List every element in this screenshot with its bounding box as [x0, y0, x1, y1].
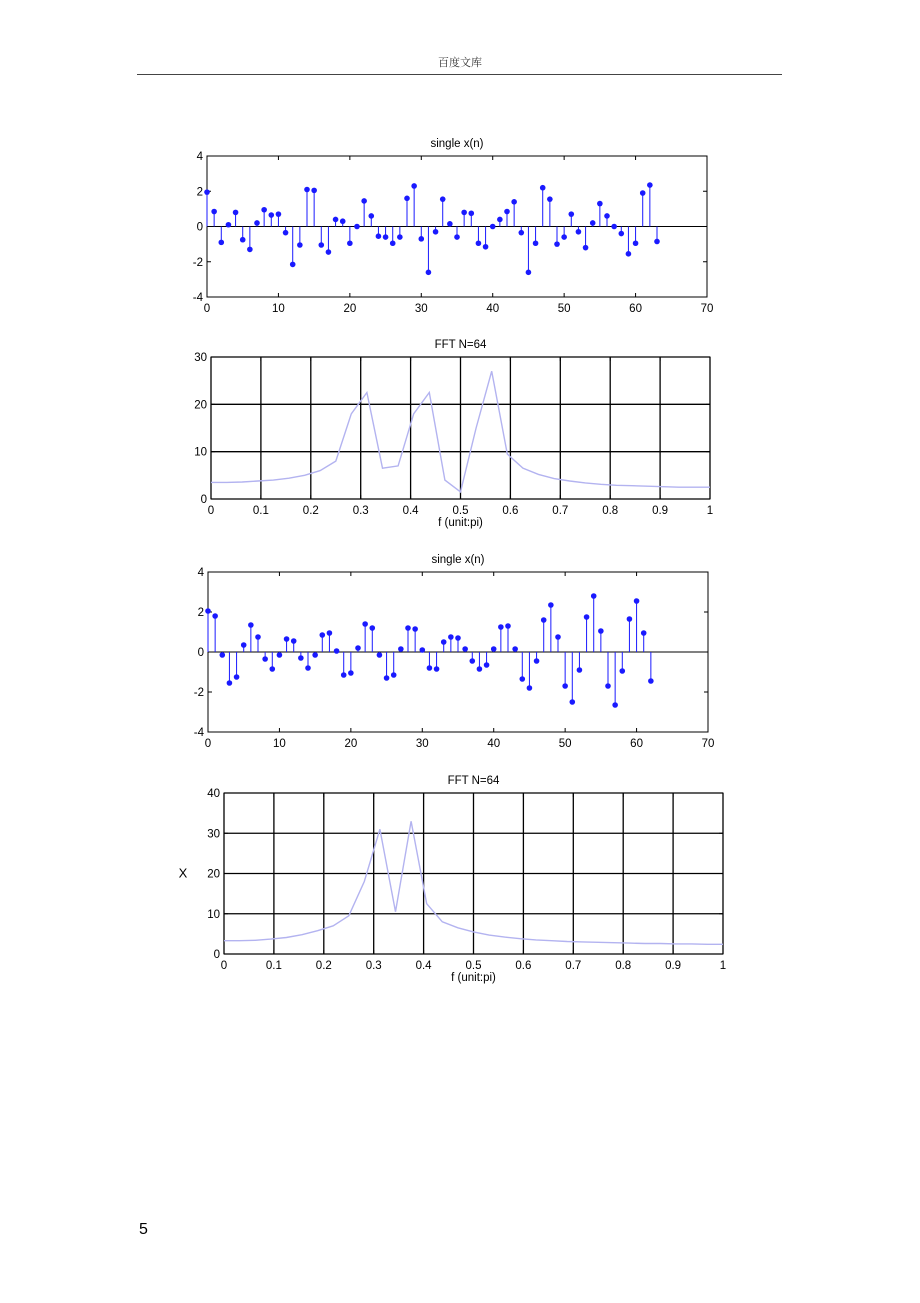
x-tick-label: 0.8 [615, 960, 632, 972]
stem-marker [598, 628, 604, 634]
chart-3 [194, 554, 715, 750]
x-tick-label: 0 [220, 960, 228, 972]
y-tick-label: 4 [197, 567, 204, 579]
stem-marker [227, 680, 233, 686]
x-tick-label: 0.8 [602, 505, 619, 517]
stem-marker [427, 665, 433, 671]
stem-marker [468, 210, 474, 216]
stem-marker [433, 229, 439, 235]
stem-marker [483, 244, 489, 250]
y-tick-label: 0 [196, 221, 203, 234]
x-tick-label: 0.1 [265, 960, 282, 972]
chart-1 [193, 138, 714, 315]
stem-marker [268, 212, 274, 218]
stem-marker [391, 672, 397, 678]
y-tick-label: 0 [197, 647, 204, 659]
x-tick-label: 0 [203, 303, 211, 315]
stem-marker [640, 190, 646, 196]
stem-marker [518, 230, 524, 236]
stem-marker [533, 240, 539, 246]
y-tick-label: -2 [193, 687, 204, 699]
x-tick-label: 10 [273, 738, 286, 750]
stem-marker [297, 242, 303, 248]
stem-marker [612, 702, 618, 708]
y-tick-label: -4 [192, 292, 203, 304]
stem-marker [412, 626, 418, 632]
stem-marker [226, 222, 232, 228]
stem-marker [448, 634, 454, 640]
stem-marker [318, 242, 324, 248]
x-tick-label: 60 [629, 303, 642, 315]
x-tick-label: 40 [486, 303, 500, 315]
stem-marker [326, 249, 332, 255]
x-tick-label: 10 [272, 303, 285, 315]
stem-marker [634, 598, 640, 604]
stem-marker [334, 648, 340, 654]
y-tick-label: 30 [194, 352, 207, 364]
y-tick-label: 40 [207, 788, 220, 800]
stem-marker [369, 625, 375, 631]
stem-marker [212, 613, 218, 619]
stem-marker [490, 224, 496, 230]
x-axis-label: f (unit:pi) [438, 517, 483, 529]
stem-marker [527, 685, 533, 691]
stem-marker [619, 668, 625, 674]
x-tick-label: 0 [207, 505, 215, 517]
stem-marker [441, 639, 447, 645]
stem-marker [304, 187, 310, 193]
stem-marker [419, 647, 425, 653]
stem-marker [355, 645, 361, 651]
page-number: 5 [139, 1221, 148, 1238]
stem-marker [611, 224, 617, 230]
stem-marker [497, 217, 503, 223]
stem-marker [398, 646, 404, 652]
stem-marker [233, 210, 239, 216]
stem-marker [641, 630, 647, 636]
stem-marker [340, 218, 346, 224]
x-tick-label: 0.5 [452, 505, 469, 517]
stem-marker [269, 666, 275, 672]
stem-marker [254, 220, 260, 226]
stem-marker [348, 670, 354, 676]
stem-marker [354, 224, 360, 230]
stem-marker [461, 210, 467, 216]
stem-marker [347, 240, 353, 246]
x-tick-label: 0.3 [352, 505, 369, 517]
x-tick-label: 1 [706, 505, 714, 517]
stem-marker [469, 658, 475, 664]
stem-marker [568, 211, 574, 217]
stem-marker [434, 666, 440, 672]
stem-marker [312, 652, 318, 658]
stem-marker [547, 196, 553, 202]
stem-marker [383, 234, 389, 240]
stem-marker [462, 646, 468, 652]
stem-marker [241, 642, 247, 648]
y-tick-label: 2 [197, 607, 204, 619]
stem-marker [384, 675, 390, 681]
stem-marker [633, 240, 639, 246]
stem-marker [262, 656, 268, 662]
chart-title: single x(n) [431, 554, 485, 566]
x-tick-label: 20 [344, 738, 358, 750]
stem-marker [240, 237, 246, 243]
stem-marker [305, 665, 311, 671]
stem-marker [204, 189, 210, 195]
y-tick-label: 2 [196, 186, 203, 199]
stem-marker [591, 593, 597, 599]
x-tick-label: 0.4 [402, 505, 419, 517]
y-tick-label: 30 [207, 828, 220, 841]
stem-marker [397, 234, 403, 240]
x-tick-label: 30 [415, 738, 429, 750]
page-header: 百度文库 [438, 56, 482, 69]
stem-marker [291, 638, 297, 644]
y-axis-label: X [178, 865, 188, 881]
stem-marker [654, 239, 660, 245]
stem-marker [648, 678, 654, 684]
stem-marker [341, 672, 347, 678]
chart-2 [194, 339, 713, 529]
stem-marker [218, 240, 224, 246]
stem-marker [569, 699, 575, 705]
stem-marker [504, 209, 510, 215]
chart-title: single x(n) [430, 138, 484, 150]
x-tick-label: 0.7 [565, 960, 582, 972]
y-tick-label: 20 [207, 868, 220, 881]
stem-marker [526, 270, 532, 276]
stem-marker [276, 211, 282, 217]
y-tick-label: -2 [192, 256, 203, 269]
y-tick-label: 10 [207, 908, 220, 921]
stem-marker [362, 621, 368, 627]
y-tick-label: 20 [194, 399, 207, 412]
stem-marker [368, 213, 374, 219]
stem-marker [284, 636, 290, 642]
stem-marker [426, 270, 432, 276]
x-tick-label: 70 [700, 303, 714, 315]
x-tick-label: 30 [414, 303, 428, 315]
stem-marker [583, 245, 589, 251]
stem-marker [604, 213, 610, 219]
stem-marker [205, 608, 211, 614]
stem-marker [577, 667, 583, 673]
stem-marker [505, 623, 511, 629]
x-tick-label: 0.2 [315, 960, 332, 972]
x-tick-label: 0 [204, 738, 212, 750]
chart-4 [179, 775, 727, 984]
stem-marker [476, 240, 482, 246]
stem-marker [576, 229, 582, 235]
stem-marker [390, 240, 396, 246]
stem-marker [277, 652, 283, 658]
stem-marker [519, 676, 525, 682]
stem-marker [555, 634, 561, 640]
stem-marker [597, 201, 603, 207]
stem-marker [298, 655, 304, 661]
x-tick-label: 0.4 [415, 960, 432, 972]
stem-marker [541, 617, 547, 623]
x-tick-label: 0.6 [515, 960, 532, 972]
stem-marker [404, 196, 410, 202]
stem-marker [534, 658, 540, 664]
y-tick-label: 4 [196, 151, 203, 163]
stem-marker [647, 182, 653, 188]
stem-marker [440, 196, 446, 202]
stem-marker [377, 652, 383, 658]
stem-marker [405, 625, 411, 631]
y-tick-label: 0 [200, 494, 207, 506]
stem-marker [540, 185, 546, 191]
x-tick-label: 40 [487, 738, 501, 750]
stem-marker [627, 616, 633, 622]
stem-marker [327, 630, 333, 636]
stem-marker [411, 183, 417, 189]
x-tick-label: 0.2 [302, 505, 319, 517]
stem-marker [561, 234, 567, 240]
stem-marker [554, 241, 560, 247]
stem-marker [234, 674, 240, 680]
x-tick-label: 0.5 [465, 960, 482, 972]
x-tick-label: 50 [558, 738, 572, 750]
x-tick-label: 60 [630, 738, 643, 750]
x-tick-label: 20 [343, 303, 357, 315]
stem-marker [211, 209, 217, 215]
stem-marker [255, 634, 261, 640]
stem-marker [361, 198, 367, 204]
x-tick-label: 0.9 [665, 960, 682, 972]
stem-marker [626, 251, 632, 257]
stem-marker [605, 683, 611, 689]
stem-marker [319, 632, 325, 638]
stem-marker [447, 221, 453, 227]
chart-title: FFT N=64 [434, 339, 487, 351]
stem-marker [512, 646, 518, 652]
stem-marker [454, 234, 460, 240]
stem-marker [290, 262, 296, 268]
stem-marker [562, 683, 568, 689]
stem-marker [333, 217, 339, 223]
stem-marker [511, 199, 517, 205]
stem-marker [498, 624, 504, 630]
stem-marker [283, 230, 289, 236]
stem-marker [491, 646, 497, 652]
stem-marker [484, 662, 490, 668]
x-tick-label: 0.3 [365, 960, 382, 972]
x-tick-label: 70 [701, 738, 715, 750]
stem-marker [590, 220, 596, 226]
stem-marker [455, 635, 461, 641]
x-tick-label: 0.1 [252, 505, 269, 517]
x-tick-label: 50 [557, 303, 571, 315]
stem-marker [618, 231, 624, 237]
stem-marker [248, 622, 254, 628]
y-tick-label: 10 [194, 446, 207, 459]
stem-marker [477, 666, 483, 672]
x-tick-label: 0.6 [502, 505, 519, 517]
x-tick-label: 0.9 [652, 505, 669, 517]
stem-marker [418, 236, 424, 242]
x-tick-label: 1 [719, 960, 727, 972]
stem-marker [376, 233, 382, 239]
stem-marker [261, 207, 267, 213]
stem-marker [247, 247, 253, 253]
x-tick-label: 0.7 [552, 505, 569, 517]
stem-marker [219, 652, 225, 658]
stem-marker [548, 602, 554, 608]
stem-marker [311, 188, 317, 194]
stem-marker [584, 614, 590, 620]
x-axis-label: f (unit:pi) [451, 972, 496, 984]
chart-title: FFT N=64 [447, 775, 500, 787]
y-tick-label: 0 [213, 949, 220, 961]
y-tick-label: -4 [193, 727, 204, 739]
